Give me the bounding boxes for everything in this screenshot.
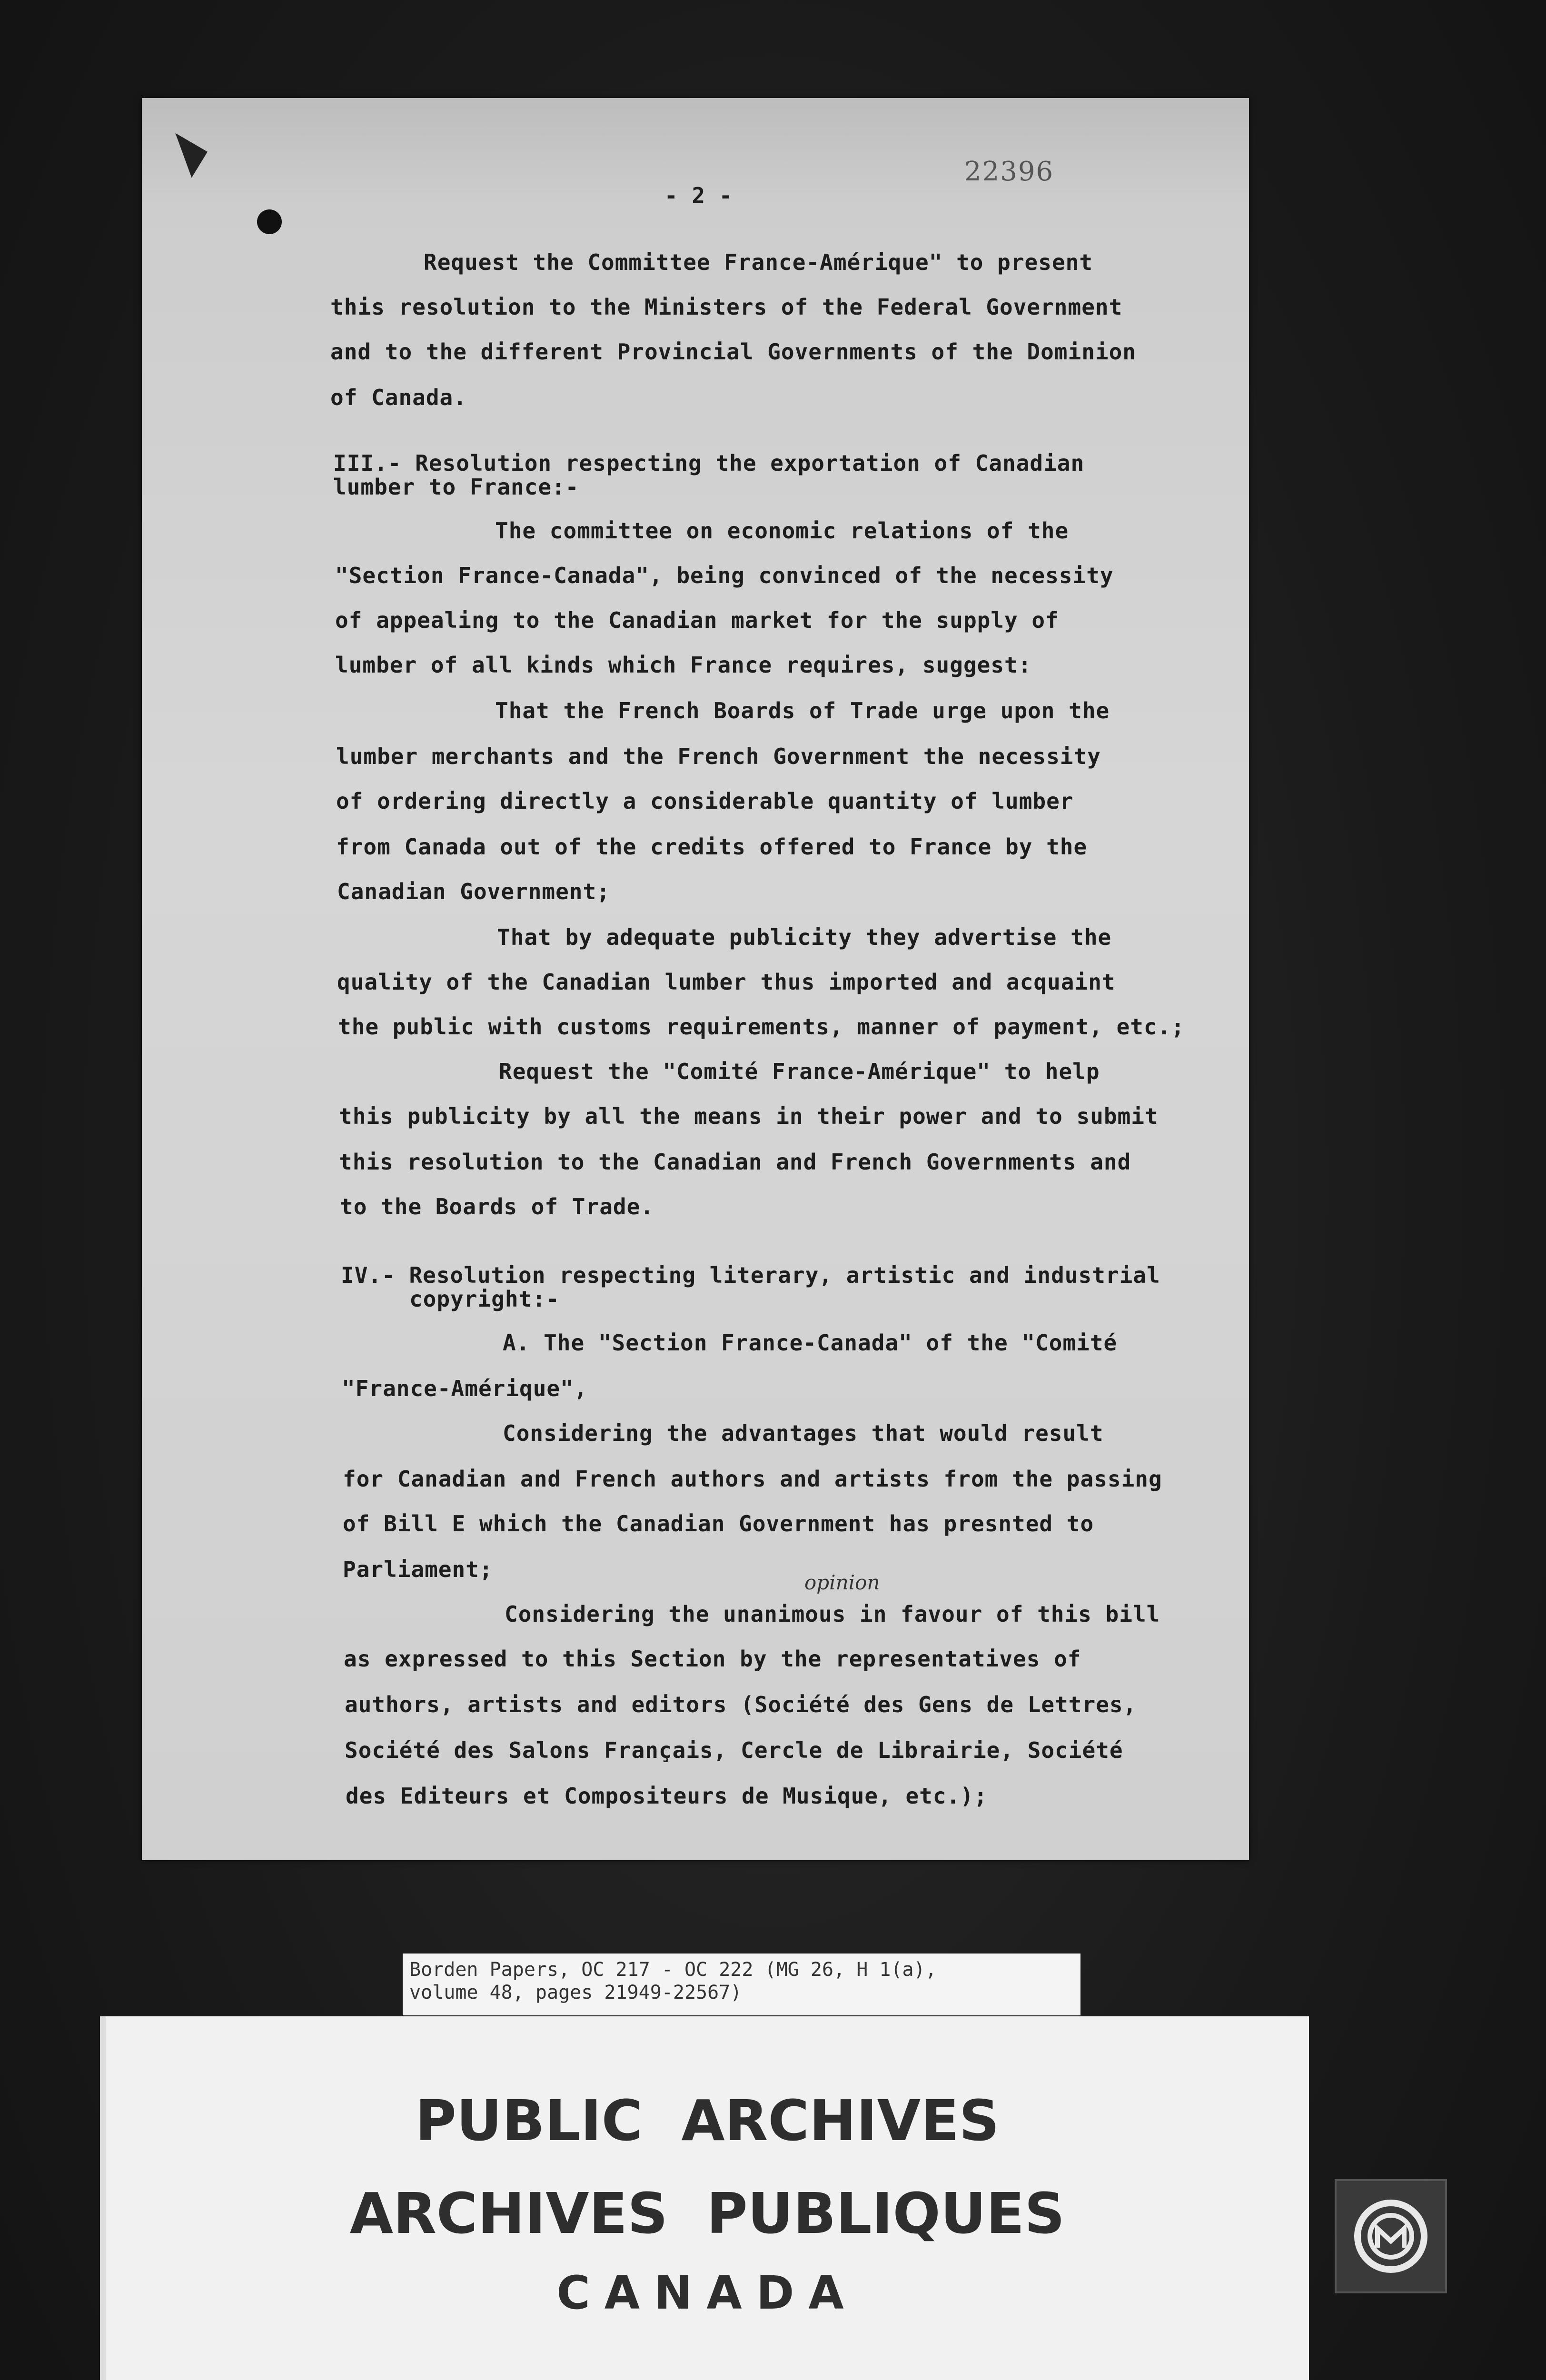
doc-line: of Bill E which the Canadian Government has presnted to [343,1511,1094,1537]
doc-line: quality of the Canadian lumber thus imported and acquaint [337,969,1116,995]
doc-line: to the Boards of Trade. [340,1194,654,1220]
doc-line: "Section France-Canada", being convinced of the necessity [335,563,1114,588]
doc-line: and to the different Provincial Governments of the Dominion [330,339,1136,365]
doc-line: That the French Boards of Trade urge upon the [495,698,1110,724]
section-heading-iv: IV.- Resolution respecting literary, artistic and industrial [341,1262,1160,1288]
doc-line: lumber merchants and the French Government the necessity [336,744,1101,769]
caption-line: Borden Papers, OC 217 - OC 222 (MG 26, H 1(a), [409,1959,937,1981]
doc-line: of Canada. [330,385,467,410]
archives-canada-logo-icon [1335,2179,1447,2293]
doc-line: "France-Amérique", [342,1376,588,1401]
punch-hole [257,209,282,234]
archive-label-english: PUBLIC ARCHIVES [415,2088,1000,2153]
archive-label-country: CANADA [556,2266,858,2320]
doc-line: Considering the unanimous in favour of this bill [505,1601,1160,1627]
doc-line: copyright:- [409,1286,560,1312]
doc-line: the public with customs requirements, manner of payment, etc.; [338,1014,1185,1040]
archive-label-card [100,2016,1309,2380]
doc-line: That by adequate publicity they advertise the [497,924,1112,950]
page-number: - 2 - [664,183,733,208]
doc-line: this publicity by all the means in their power and to submit [339,1103,1159,1129]
doc-line: from Canada out of the credits offered to France by the [336,834,1088,860]
handwritten-insertion: opinion [804,1571,880,1594]
doc-line: des Editeurs et Compositeurs de Musique, etc.); [346,1783,988,1809]
doc-line: Request the Committee France-Amérique" to present [424,249,1093,275]
doc-line: Parliament; [343,1557,493,1582]
doc-line: Société des Salons Français, Cercle de Librairie, Société [345,1737,1123,1763]
doc-line: as expressed to this Section by the representatives of [344,1646,1081,1672]
doc-line: lumber of all kinds which France requires, suggest: [335,652,1032,678]
archive-label-french: ARCHIVES PUBLIQUES [349,2181,1065,2246]
section-heading-iii: III.- Resolution respecting the exportation of Canadian [333,450,1085,476]
doc-line: this resolution to the Canadian and French Governments and [339,1149,1131,1175]
doc-line: for Canadian and French authors and artists from the passing [343,1466,1162,1492]
doc-line: this resolution to the Ministers of the Federal Government [330,294,1123,320]
doc-line: Considering the advantages that would result [503,1420,1104,1446]
doc-line: authors, artists and editors (Société des Gens de Lettres, [345,1692,1137,1717]
doc-line: The committee on economic relations of the [495,518,1069,544]
doc-line: lumber to France:- [333,474,579,500]
caption-line: volume 48, pages 21949-22567) [409,1982,742,2003]
doc-line: of ordering directly a considerable quantity of lumber [336,788,1074,814]
doc-line: Request the "Comité France-Amérique" to help [499,1059,1100,1084]
collection-caption [403,1954,1080,2015]
doc-line: A. The "Section France-Canada" of the "Comité [503,1330,1118,1356]
doc-line: Canadian Government; [337,879,610,904]
page-stamp-number: 22396 [964,156,1054,187]
doc-line: of appealing to the Canadian market for the supply of [335,607,1059,633]
